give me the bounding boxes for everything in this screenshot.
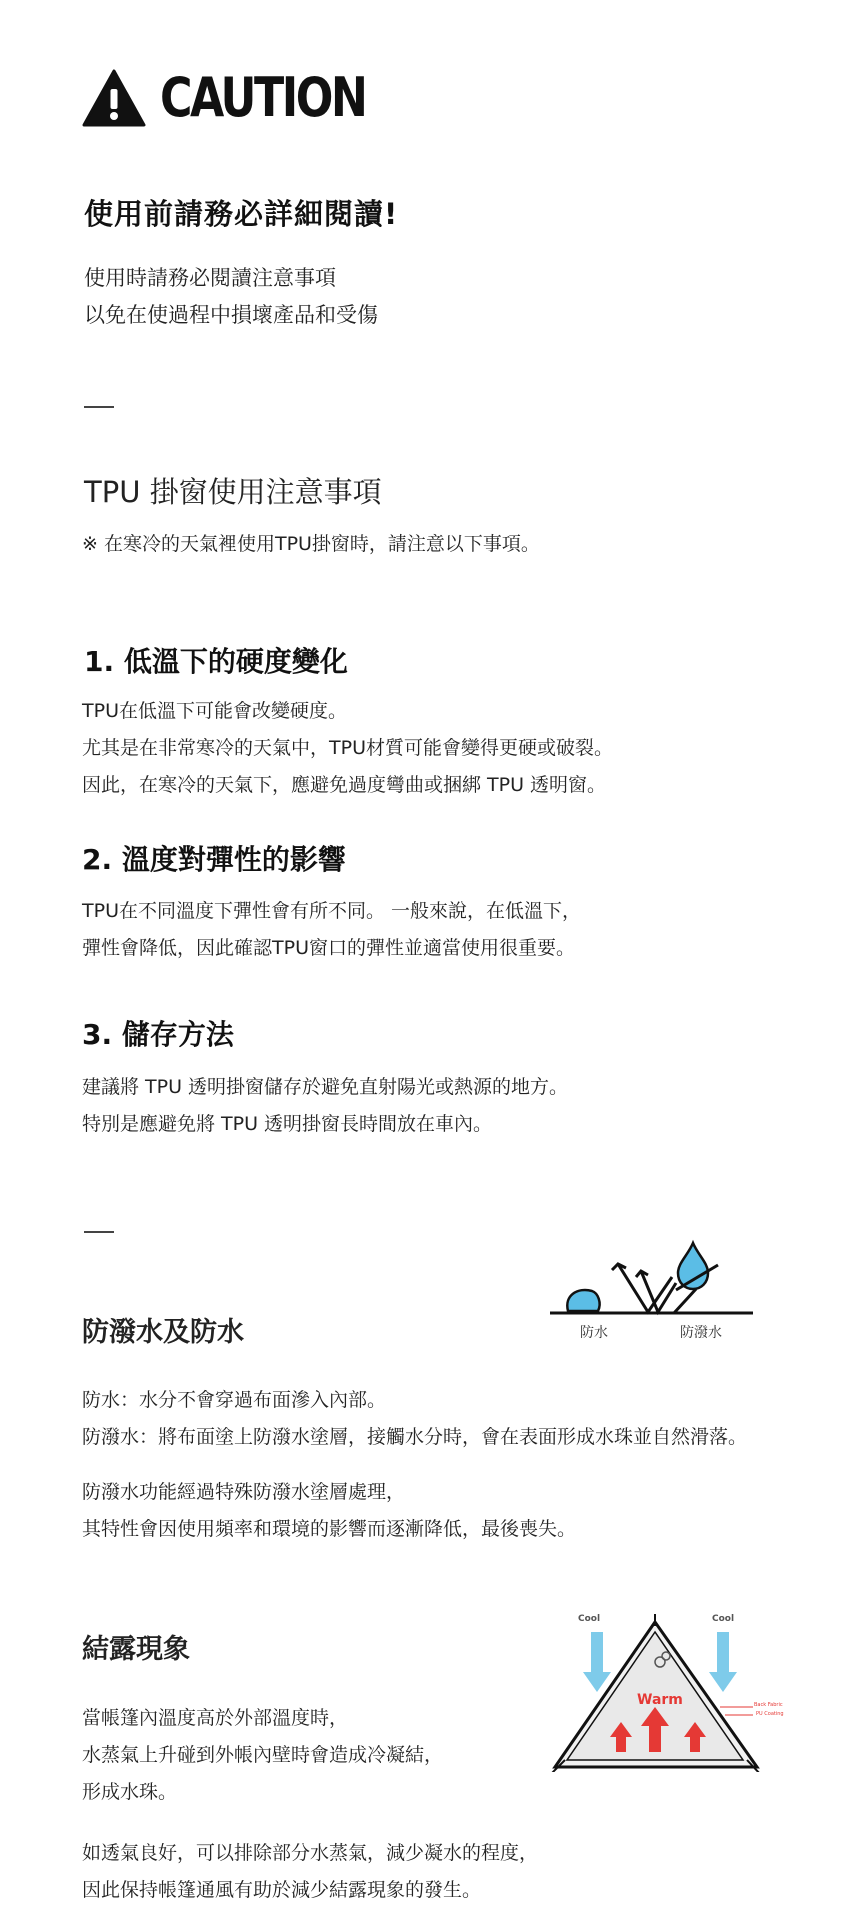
water-title: 防潑水及防水 [82, 1317, 244, 1348]
intro-text [84, 260, 378, 334]
water-drop-icon [678, 1243, 708, 1289]
tpu-title: TPU 掛窗使用注意事項 [84, 475, 382, 509]
warning-triangle-icon [82, 69, 146, 127]
cool-arrow-icon [709, 1632, 737, 1692]
intro-line: 使用時請務必閱讀注意事項 [84, 266, 336, 290]
divider [84, 1231, 114, 1233]
section-line: TPU在低溫下可能會改變硬度。 [82, 700, 347, 722]
condensation-line: 形成水珠。 [82, 1781, 178, 1803]
section-1-title: 1. 低溫下的硬度變化 [84, 645, 348, 678]
section-line: 建議將 TPU 透明掛窗儲存於避免直射陽光或熱源的地方。 [82, 1076, 569, 1098]
water-line: 防潑水功能經過特殊防潑水塗層處理， [82, 1481, 406, 1503]
section-2-text [82, 893, 581, 967]
section-2-title: 2. 溫度對彈性的影響 [82, 843, 346, 876]
cool-label-right: Cool [712, 1614, 735, 1624]
caution-label: CAUTION [160, 66, 366, 129]
condensation-line: 當帳篷內溫度高於外部溫度時， [82, 1707, 349, 1729]
section-line: 因此，在寒冷的天氣下，應避免過度彎曲或捆綁 TPU 透明窗。 [82, 774, 607, 796]
cool-label-left: Cool [578, 1614, 601, 1624]
condensation-line: 如透氣良好，可以排除部分水蒸氣，減少凝水的程度， [82, 1842, 539, 1864]
tpu-note: ※ 在寒冷的天氣裡使用TPU掛窗時，請注意以下事項。 [82, 533, 540, 555]
diagram-label-waterproof: 防水 [580, 1325, 608, 1341]
intro-title: 使用前請務必詳細閱讀! [84, 197, 399, 231]
section-1-text [82, 693, 613, 804]
condensation-para-2 [82, 1835, 538, 1909]
section-line: 特別是應避免將 TPU 透明掛窗長時間放在車內。 [82, 1113, 493, 1135]
section-3-text [82, 1069, 568, 1143]
divider [84, 406, 114, 408]
water-para-2 [82, 1474, 576, 1548]
condensation-line: 水蒸氣上升碰到外帳內壁時會造成冷凝結， [82, 1744, 444, 1766]
condensation-para-1 [82, 1700, 443, 1811]
section-line: TPU在不同溫度下彈性會有所不同。 一般來說，在低溫下， [82, 900, 582, 922]
diagram-label-repellent: 防潑水 [680, 1325, 722, 1341]
warm-label: Warm [637, 1692, 683, 1708]
water-line: 其特性會因使用頻率和環境的影響而逐漸降低，最後喪失。 [82, 1518, 577, 1540]
water-bead-icon [567, 1290, 599, 1311]
intro-line: 以免在使過程中損壞產品和受傷 [84, 303, 378, 327]
cool-arrow-icon [583, 1632, 611, 1692]
section-line: 尤其是在非常寒冷的天氣中，TPU材質可能會變得更硬或破裂。 [82, 737, 613, 759]
water-line: 防水：水分不會穿過布面滲入內部。 [82, 1389, 387, 1411]
caution-header [82, 66, 411, 130]
section-line: 彈性會降低，因此確認TPU窗口的彈性並適當使用很重要。 [82, 937, 575, 959]
condensation-title: 結露現象 [82, 1634, 190, 1665]
water-para-1 [82, 1382, 747, 1456]
condensation-line: 因此保持帳篷通風有助於減少結露現象的發生。 [82, 1879, 482, 1901]
layer-label-fabric: Back Fabric [754, 1702, 783, 1708]
water-line: 防潑水：將布面塗上防潑水塗層，接觸水分時，會在表面形成水珠並自然滑落。 [82, 1426, 748, 1448]
section-3-title: 3. 儲存方法 [82, 1018, 234, 1051]
layer-label-coating: PU Coating [756, 1711, 784, 1717]
